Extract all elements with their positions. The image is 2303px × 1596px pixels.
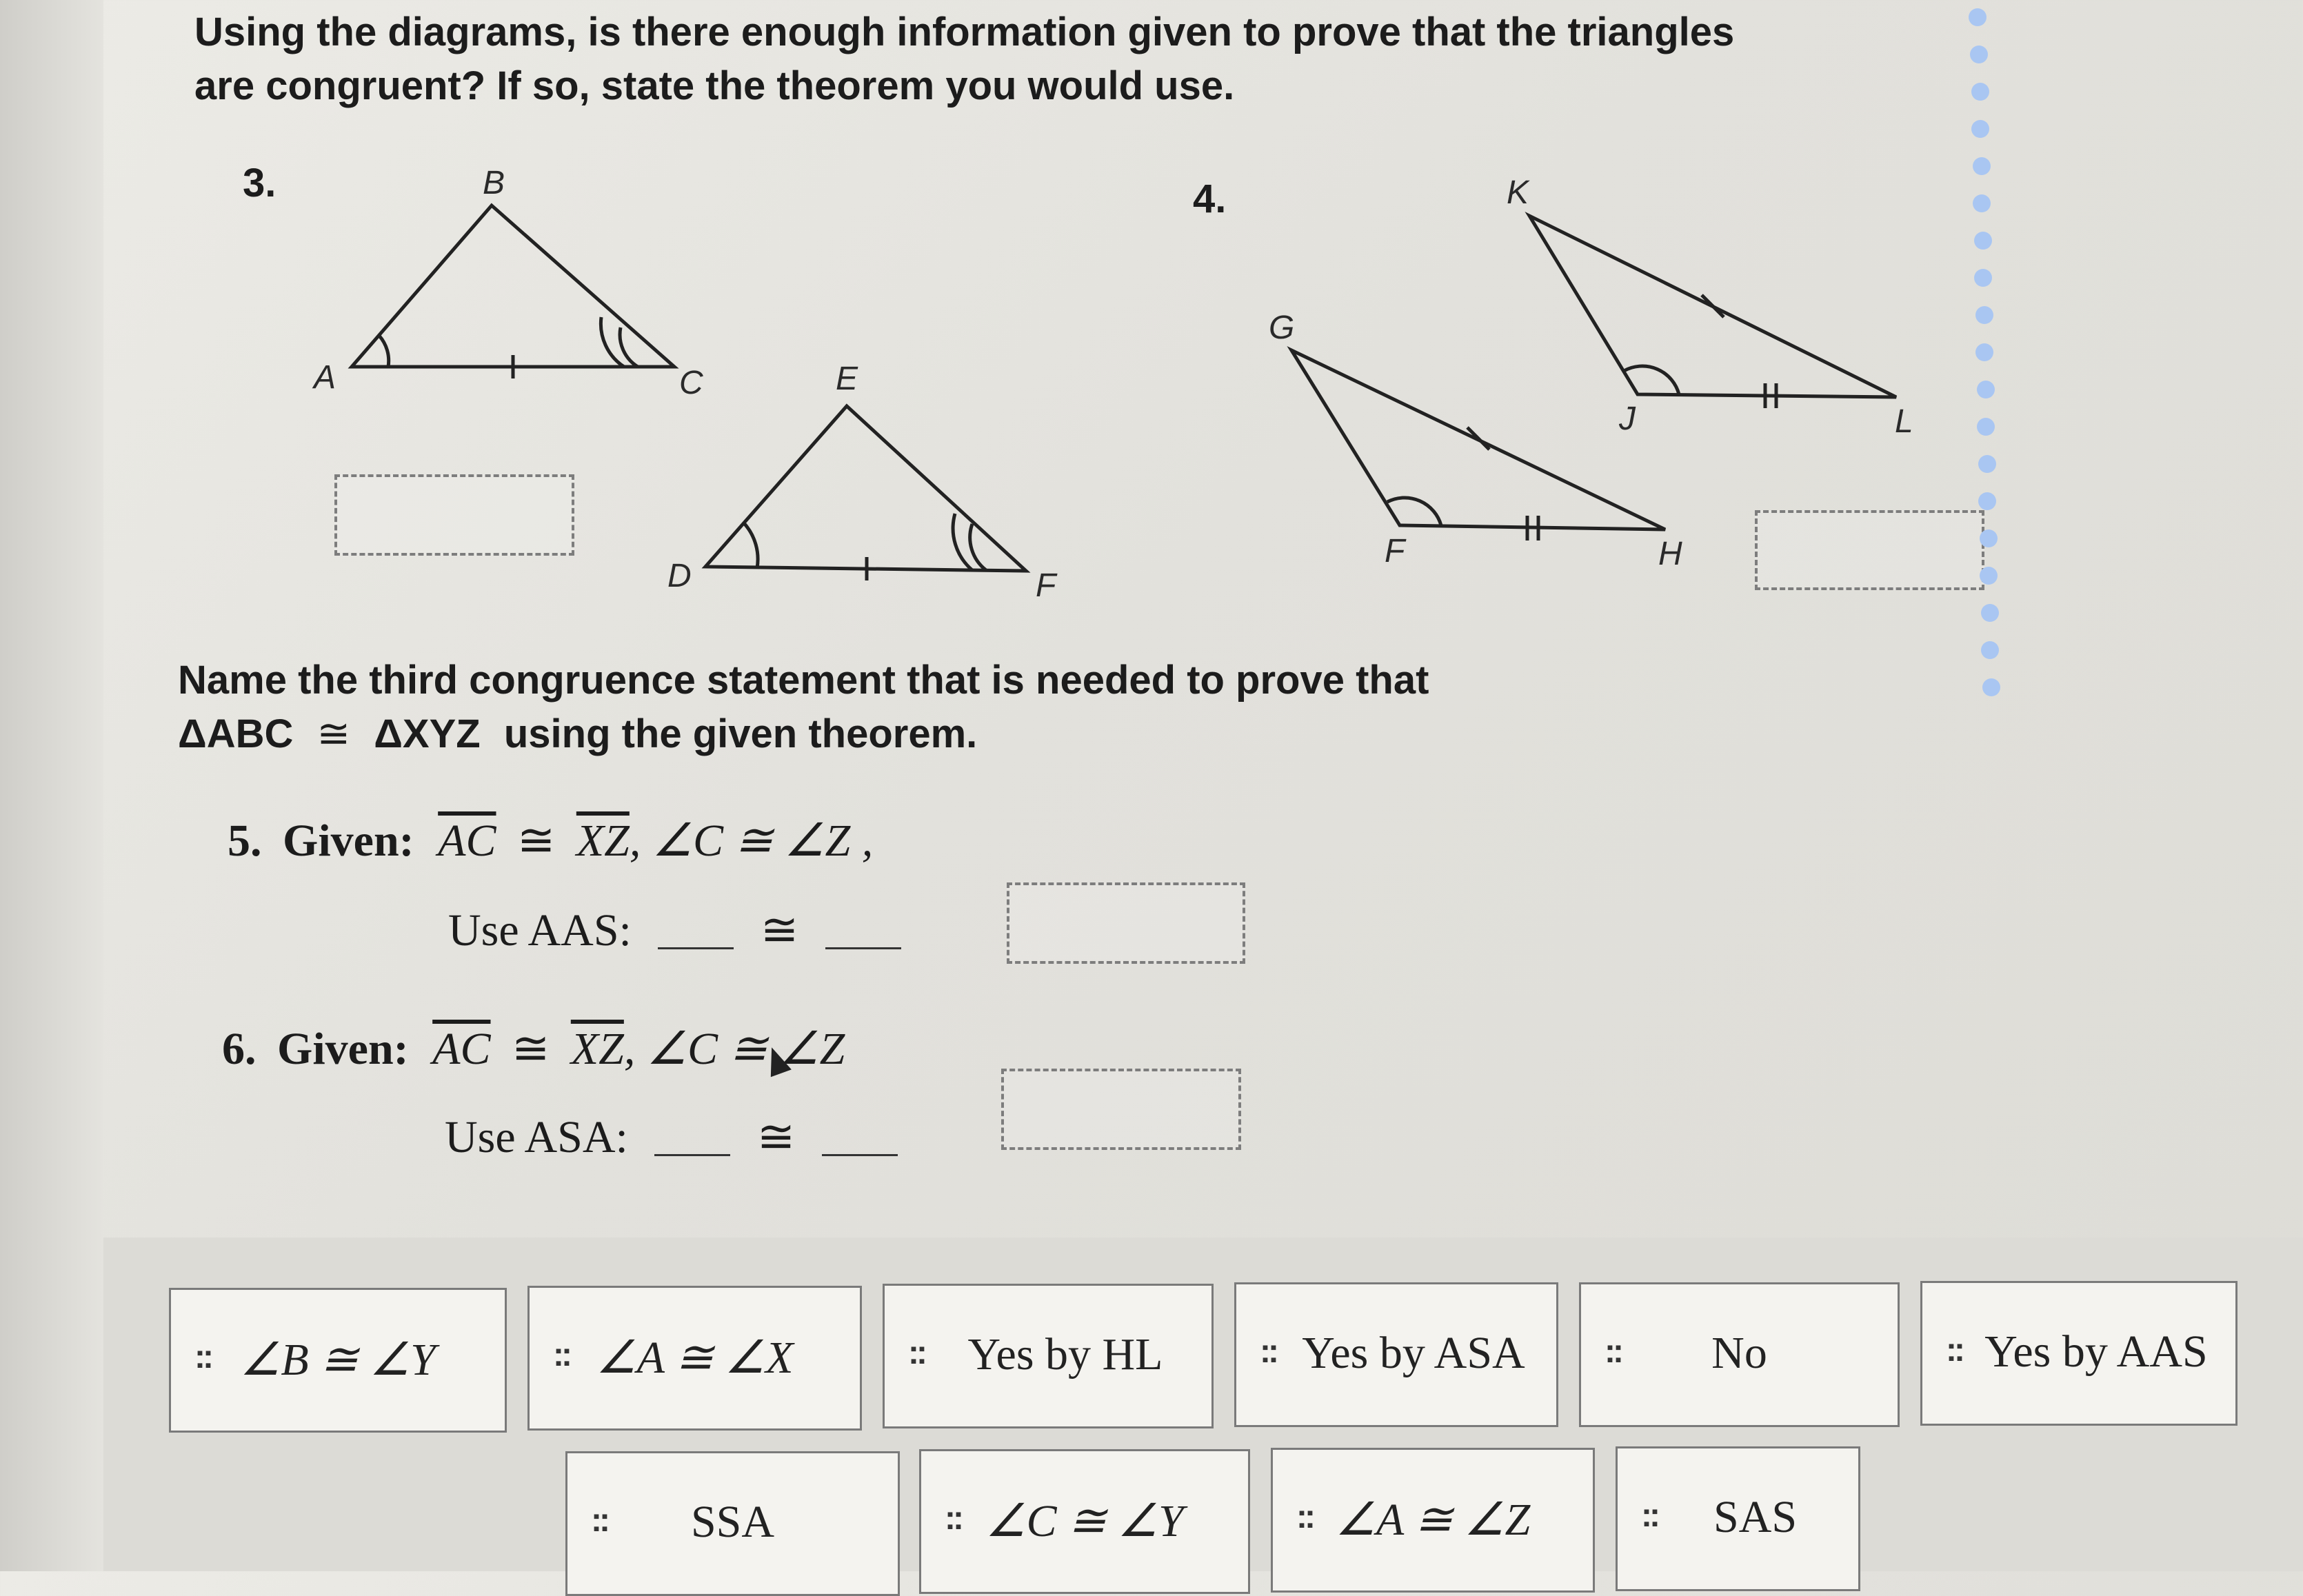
tile-label: ∠B ≅ ∠Y <box>240 1335 436 1385</box>
problem6-seg1: $\overline{AC}$ <box>432 1024 491 1074</box>
problem6-mid: ≅ <box>756 1112 796 1162</box>
sidebar-dot <box>1981 641 1999 659</box>
vertex-k: K <box>1507 174 1529 211</box>
problem5-number: 5. <box>228 816 262 866</box>
problem6-given-label: Given: <box>277 1024 409 1074</box>
section2-stmt2: ΔXYZ <box>374 711 481 756</box>
sidebar-dot <box>1977 381 1995 398</box>
drag-handle-icon[interactable]: :: <box>945 1500 961 1537</box>
problem6-blank2 <box>822 1154 898 1156</box>
section2-heading <box>178 654 1429 761</box>
drag-handle-icon[interactable]: :: <box>1641 1497 1658 1534</box>
problem5-blank2 <box>825 947 901 949</box>
answer-tile-yes-asa[interactable] <box>1234 1282 1558 1427</box>
tile-label: Yes by ASA <box>1302 1328 1525 1378</box>
sidebar-dot <box>1974 269 1992 287</box>
sidebar-dot <box>1982 678 2000 696</box>
answer-tile-angle-b-y[interactable] <box>169 1288 507 1433</box>
problem5-angles: , ∠C ≅ ∠Z , <box>629 816 874 866</box>
answer-tile-no[interactable] <box>1579 1282 1900 1427</box>
vertex-e: E <box>836 361 858 397</box>
problem6-use <box>445 1110 913 1164</box>
vertex-a: A <box>314 359 336 396</box>
drag-handle-icon[interactable]: :: <box>194 1339 211 1375</box>
vertex-h: H <box>1658 536 1682 572</box>
sidebar-dot <box>1980 529 1998 547</box>
problem5-use <box>448 903 916 957</box>
problem6-given <box>222 1022 845 1075</box>
tile-label: ∠A ≅ ∠X <box>596 1333 794 1383</box>
problem6-number: 6. <box>222 1024 257 1074</box>
instructions-line2: are congruent? If so, state the theorem you would use. <box>194 63 1235 108</box>
sidebar-dot <box>1973 194 1991 212</box>
sidebar-dot <box>1971 83 1989 101</box>
problem6-cong: ≅ <box>512 1024 550 1074</box>
vertex-g: G <box>1269 310 1295 346</box>
sidebar-dot <box>1978 455 1996 473</box>
vertex-c: C <box>679 365 703 401</box>
answer-tile-yes-aas[interactable] <box>1920 1281 2237 1426</box>
problem5-blank1 <box>658 947 734 949</box>
tile-label: ∠C ≅ ∠Y <box>985 1496 1184 1546</box>
sidebar-dot <box>1974 232 1992 250</box>
answer-tile-ssa[interactable] <box>565 1451 900 1596</box>
answer-tile-yes-hl[interactable] <box>883 1284 1214 1428</box>
problem5-mid: ≅ <box>760 905 799 956</box>
problem5-given-label: Given: <box>283 816 414 866</box>
problem5-use-label: Use AAS: <box>448 905 632 956</box>
sidebar-dot <box>1978 492 1996 510</box>
section2-line1: Name the third congruence statement that is needed to prove that <box>178 658 1429 703</box>
problem6-seg2: $\overline{XZ}$ <box>570 1024 624 1074</box>
answer-tile-sas[interactable] <box>1616 1446 1860 1591</box>
vertex-f2: F <box>1385 533 1405 569</box>
vertex-b: B <box>483 165 505 201</box>
drag-handle-icon[interactable]: :: <box>591 1502 607 1539</box>
sidebar-dot <box>1971 120 1989 138</box>
problem5-seg1: $\overline{AC}$ <box>438 816 496 866</box>
drag-handle-icon[interactable]: :: <box>553 1337 570 1373</box>
problem6-angles: , ∠C ≅ ∠Z <box>623 1024 845 1074</box>
section2-line2 <box>178 707 1429 761</box>
drag-handle-icon[interactable]: :: <box>908 1335 925 1371</box>
problem4-number: 4. <box>1193 176 1227 221</box>
answer-tile-angle-a-x[interactable] <box>527 1286 862 1431</box>
tile-label: SSA <box>690 1497 775 1547</box>
problem5-cong: ≅ <box>517 816 556 866</box>
problem5-given <box>228 814 873 867</box>
section2-stmt1: ΔABC <box>178 711 294 756</box>
tile-label: SAS <box>1713 1492 1798 1542</box>
problem6-use-label: Use ASA: <box>445 1112 628 1162</box>
triangle-def <box>705 406 1026 580</box>
answer-dropzone-3[interactable] <box>334 474 574 556</box>
drag-handle-icon[interactable]: :: <box>1946 1332 1962 1368</box>
answer-tile-angle-c-y[interactable] <box>919 1449 1250 1594</box>
problem6-blank1 <box>654 1154 730 1156</box>
triangle-kjl <box>1529 216 1896 408</box>
answer-dropzone-5[interactable] <box>1007 882 1245 964</box>
sidebar-dot <box>1975 306 1993 324</box>
vertex-l: L <box>1895 403 1913 440</box>
tile-label: Yes by HL <box>967 1329 1163 1380</box>
answer-dropzone-4[interactable] <box>1755 510 1984 590</box>
problem5-seg2: $\overline{XZ}$ <box>576 816 630 866</box>
sidebar-dot <box>1981 604 1999 622</box>
sidebar-scroll-indicator <box>1969 0 1996 703</box>
vertex-d: D <box>667 558 692 594</box>
drag-handle-icon[interactable]: :: <box>1296 1499 1313 1535</box>
problem3-number: 3. <box>243 161 276 205</box>
triangle-abc <box>352 205 674 378</box>
sidebar-dot <box>1973 157 1991 175</box>
vertex-j: J <box>1619 401 1636 437</box>
sidebar-dot <box>1975 343 1993 361</box>
sidebar-dot <box>1969 8 1987 26</box>
vertex-f: F <box>1036 567 1056 604</box>
tile-label: No <box>1711 1328 1767 1378</box>
sidebar-dot <box>1980 567 1998 585</box>
sidebar-dot <box>1970 46 1988 63</box>
triangle-gfh <box>1291 350 1665 541</box>
section2-tail: using the given theorem. <box>503 711 978 756</box>
sidebar-dot <box>1977 418 1995 436</box>
tile-label: Yes by AAS <box>1984 1326 2208 1377</box>
drag-handle-icon[interactable]: :: <box>1260 1333 1276 1370</box>
drag-handle-icon[interactable]: :: <box>1605 1333 1621 1370</box>
tile-label: ∠A ≅ ∠Z <box>1335 1495 1531 1545</box>
answer-dropzone-6[interactable] <box>1001 1069 1241 1150</box>
instructions-line1: Using the diagrams, is there enough information given to prove that the triangles <box>194 10 1735 54</box>
section2-cong: ≅ <box>316 711 351 756</box>
